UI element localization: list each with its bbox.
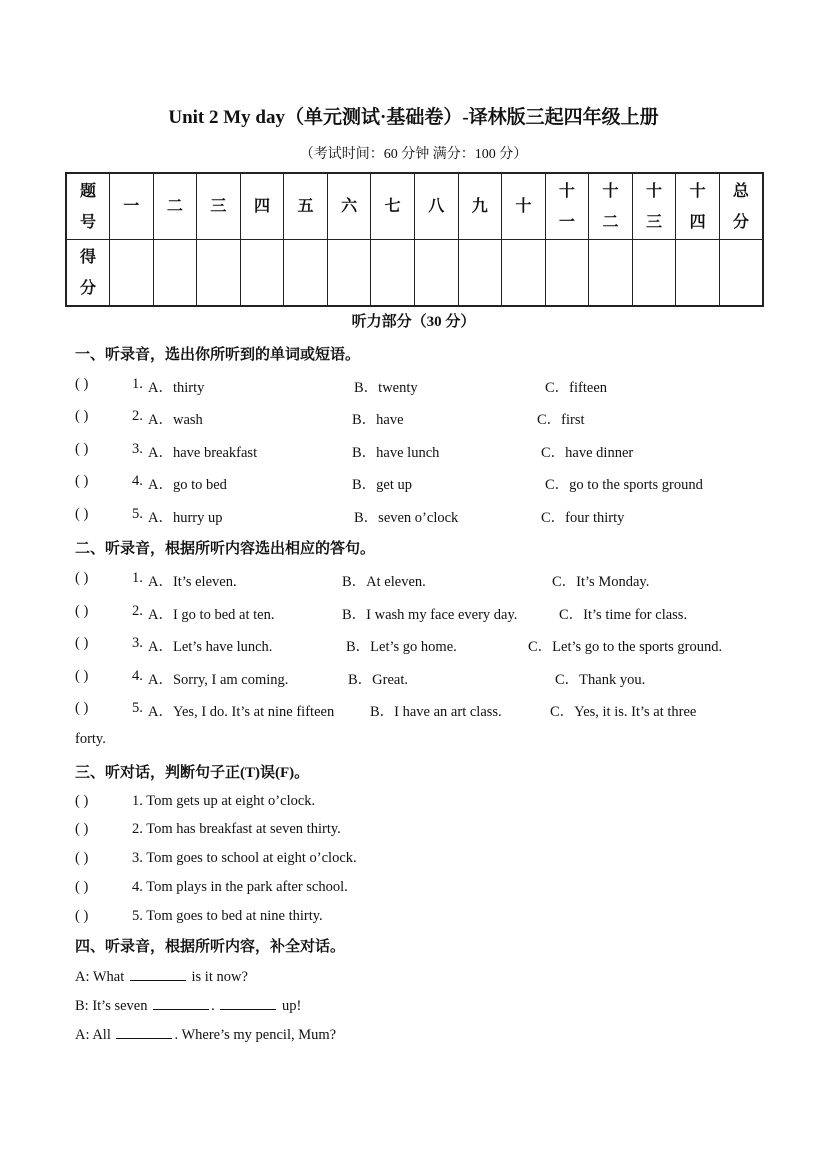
answer-paren[interactable]: ( ) <box>75 908 89 924</box>
score-header-cell: 四 <box>240 173 284 240</box>
fill-blank[interactable] <box>130 968 186 981</box>
section-2-heading: 二、听录音，根据所听内容选出相应的答句。 <box>75 541 376 557</box>
fill-blank[interactable] <box>116 1026 172 1039</box>
section-4-heading: 四、听录音，根据所听内容，补全对话。 <box>75 939 346 955</box>
option-b: B．have <box>352 412 404 428</box>
dialogue-line <box>75 1026 336 1044</box>
score-header-cell: 三 <box>197 173 241 240</box>
option-b: B．seven o’clock <box>354 510 459 526</box>
score-cell[interactable] <box>371 240 415 307</box>
option-b: B．get up <box>352 477 413 493</box>
section-3-heading: 三、听对话，判断句子正(T)误(F)。 <box>75 765 310 781</box>
option-c: C．four thirty <box>541 510 625 526</box>
score-cell[interactable] <box>632 240 676 307</box>
answer-paren[interactable]: ( ) <box>75 570 89 586</box>
answer-paren[interactable]: ( ) <box>75 408 89 424</box>
score-cell[interactable] <box>502 240 546 307</box>
option-b: B．twenty <box>354 380 418 396</box>
answer-paren[interactable]: ( ) <box>75 879 89 895</box>
score-header-cell: 六 <box>327 173 371 240</box>
dialogue-text: A: All <box>75 1027 111 1043</box>
score-header-cell: 一 <box>110 173 154 240</box>
statement-text: 2. Tom has breakfast at seven thirty. <box>132 821 341 837</box>
option-a: A．go to bed <box>148 477 227 493</box>
page-title: Unit 2 My day（单元测试·基础卷）-译林版三起四年级上册 <box>168 107 659 128</box>
dialogue-text: B: It’s seven <box>75 998 148 1014</box>
score-table-score-row <box>66 240 763 307</box>
score-header-cell: 五 <box>284 173 328 240</box>
score-header-cell: 题 号 <box>66 173 110 240</box>
exam-info: （考试时间：60 分钟 满分：100 分） <box>299 147 528 162</box>
option-a: A．Yes, I do. It’s at nine fifteen <box>148 704 335 720</box>
answer-paren[interactable]: ( ) <box>75 700 89 716</box>
answer-paren[interactable]: ( ) <box>75 793 89 809</box>
score-header-cell: 十 <box>502 173 546 240</box>
dialogue-line <box>75 968 248 986</box>
option-b: B．Let’s go home. <box>346 639 457 655</box>
score-cell[interactable] <box>153 240 197 307</box>
score-cell[interactable] <box>414 240 458 307</box>
score-header-cell: 总 分 <box>719 173 763 240</box>
score-cell[interactable] <box>719 240 763 307</box>
answer-paren[interactable]: ( ) <box>75 668 89 684</box>
answer-paren[interactable]: ( ) <box>75 850 89 866</box>
statement-text: 4. Tom plays in the park after school. <box>132 879 348 895</box>
score-header-cell: 九 <box>458 173 502 240</box>
score-header-cell: 十 四 <box>676 173 720 240</box>
answer-paren[interactable]: ( ) <box>75 506 89 522</box>
option-b: B．I have an art class. <box>370 704 502 720</box>
dialogue-text: up! <box>282 998 302 1014</box>
option-c: C．fifteen <box>545 380 608 396</box>
option-b: B．have lunch <box>352 445 440 461</box>
answer-paren[interactable]: ( ) <box>75 441 89 457</box>
option-a: A．I go to bed at ten. <box>148 607 275 623</box>
option-a: A．hurry up <box>148 510 223 526</box>
score-table <box>65 172 764 307</box>
score-cell[interactable] <box>240 240 284 307</box>
score-row-label: 得 分 <box>66 240 110 307</box>
question-number: 5. <box>132 506 143 522</box>
option-c: C．Let’s go to the sports ground. <box>528 639 723 655</box>
wrapped-text: forty. <box>75 731 106 747</box>
option-a: A．thirty <box>148 380 205 396</box>
answer-paren[interactable]: ( ) <box>75 821 89 837</box>
statement-text: 1. Tom gets up at eight o’clock. <box>132 793 316 809</box>
question-number: 4. <box>132 473 143 489</box>
score-cell[interactable] <box>110 240 154 307</box>
option-a: A．wash <box>148 412 203 428</box>
dialogue-text: . <box>211 998 215 1014</box>
score-header-cell: 十 三 <box>632 173 676 240</box>
option-b: B．I wash my face every day. <box>342 607 518 623</box>
option-a: A．have breakfast <box>148 445 258 461</box>
answer-paren[interactable]: ( ) <box>75 473 89 489</box>
score-header-cell: 七 <box>371 173 415 240</box>
option-c: C．It’s Monday. <box>552 574 650 590</box>
dialogue-line <box>75 997 301 1015</box>
option-b: B．At eleven. <box>342 574 426 590</box>
question-number: 1. <box>132 570 143 586</box>
option-c: C．go to the sports ground <box>545 477 703 493</box>
fill-blank[interactable] <box>220 997 276 1010</box>
question-number: 1. <box>132 376 143 392</box>
score-header-cell: 十 一 <box>545 173 589 240</box>
option-a: A．Sorry, I am coming. <box>148 672 289 688</box>
score-cell[interactable] <box>327 240 371 307</box>
question-number: 4. <box>132 668 143 684</box>
score-cell[interactable] <box>589 240 633 307</box>
score-cell[interactable] <box>676 240 720 307</box>
score-header-cell: 八 <box>414 173 458 240</box>
score-cell[interactable] <box>458 240 502 307</box>
question-number: 5. <box>132 700 143 716</box>
option-b: B．Great. <box>348 672 408 688</box>
dialogue-text: . Where’s my pencil, Mum? <box>174 1027 337 1043</box>
question-number: 3. <box>132 635 143 651</box>
answer-paren[interactable]: ( ) <box>75 603 89 619</box>
score-header-cell: 二 <box>153 173 197 240</box>
listening-part-title: 听力部分（30 分） <box>351 314 476 330</box>
option-c: C．first <box>537 412 585 428</box>
option-c: C．It’s time for class. <box>559 607 688 623</box>
dialogue-text: is it now? <box>191 969 248 985</box>
option-c: C．Yes, it is. It’s at three <box>550 704 697 720</box>
score-header-cell: 十 二 <box>589 173 633 240</box>
answer-paren[interactable]: ( ) <box>75 376 89 392</box>
option-a: A．It’s eleven. <box>148 574 237 590</box>
score-table-header-row <box>66 173 763 240</box>
question-number: 2. <box>132 408 143 424</box>
question-number: 2. <box>132 603 143 619</box>
statement-text: 5. Tom goes to bed at nine thirty. <box>132 908 323 924</box>
score-cell[interactable] <box>284 240 328 307</box>
fill-blank[interactable] <box>153 997 209 1010</box>
dialogue-text: A: What <box>75 969 125 985</box>
statement-text: 3. Tom goes to school at eight o’clock. <box>132 850 357 866</box>
answer-paren[interactable]: ( ) <box>75 635 89 651</box>
score-cell[interactable] <box>545 240 589 307</box>
score-cell[interactable] <box>197 240 241 307</box>
option-a: A．Let’s have lunch. <box>148 639 273 655</box>
option-c: C．have dinner <box>541 445 634 461</box>
option-c: C．Thank you. <box>555 672 646 688</box>
section-1-heading: 一、听录音，选出你所听到的单词或短语。 <box>75 347 361 363</box>
question-number: 3. <box>132 441 143 457</box>
